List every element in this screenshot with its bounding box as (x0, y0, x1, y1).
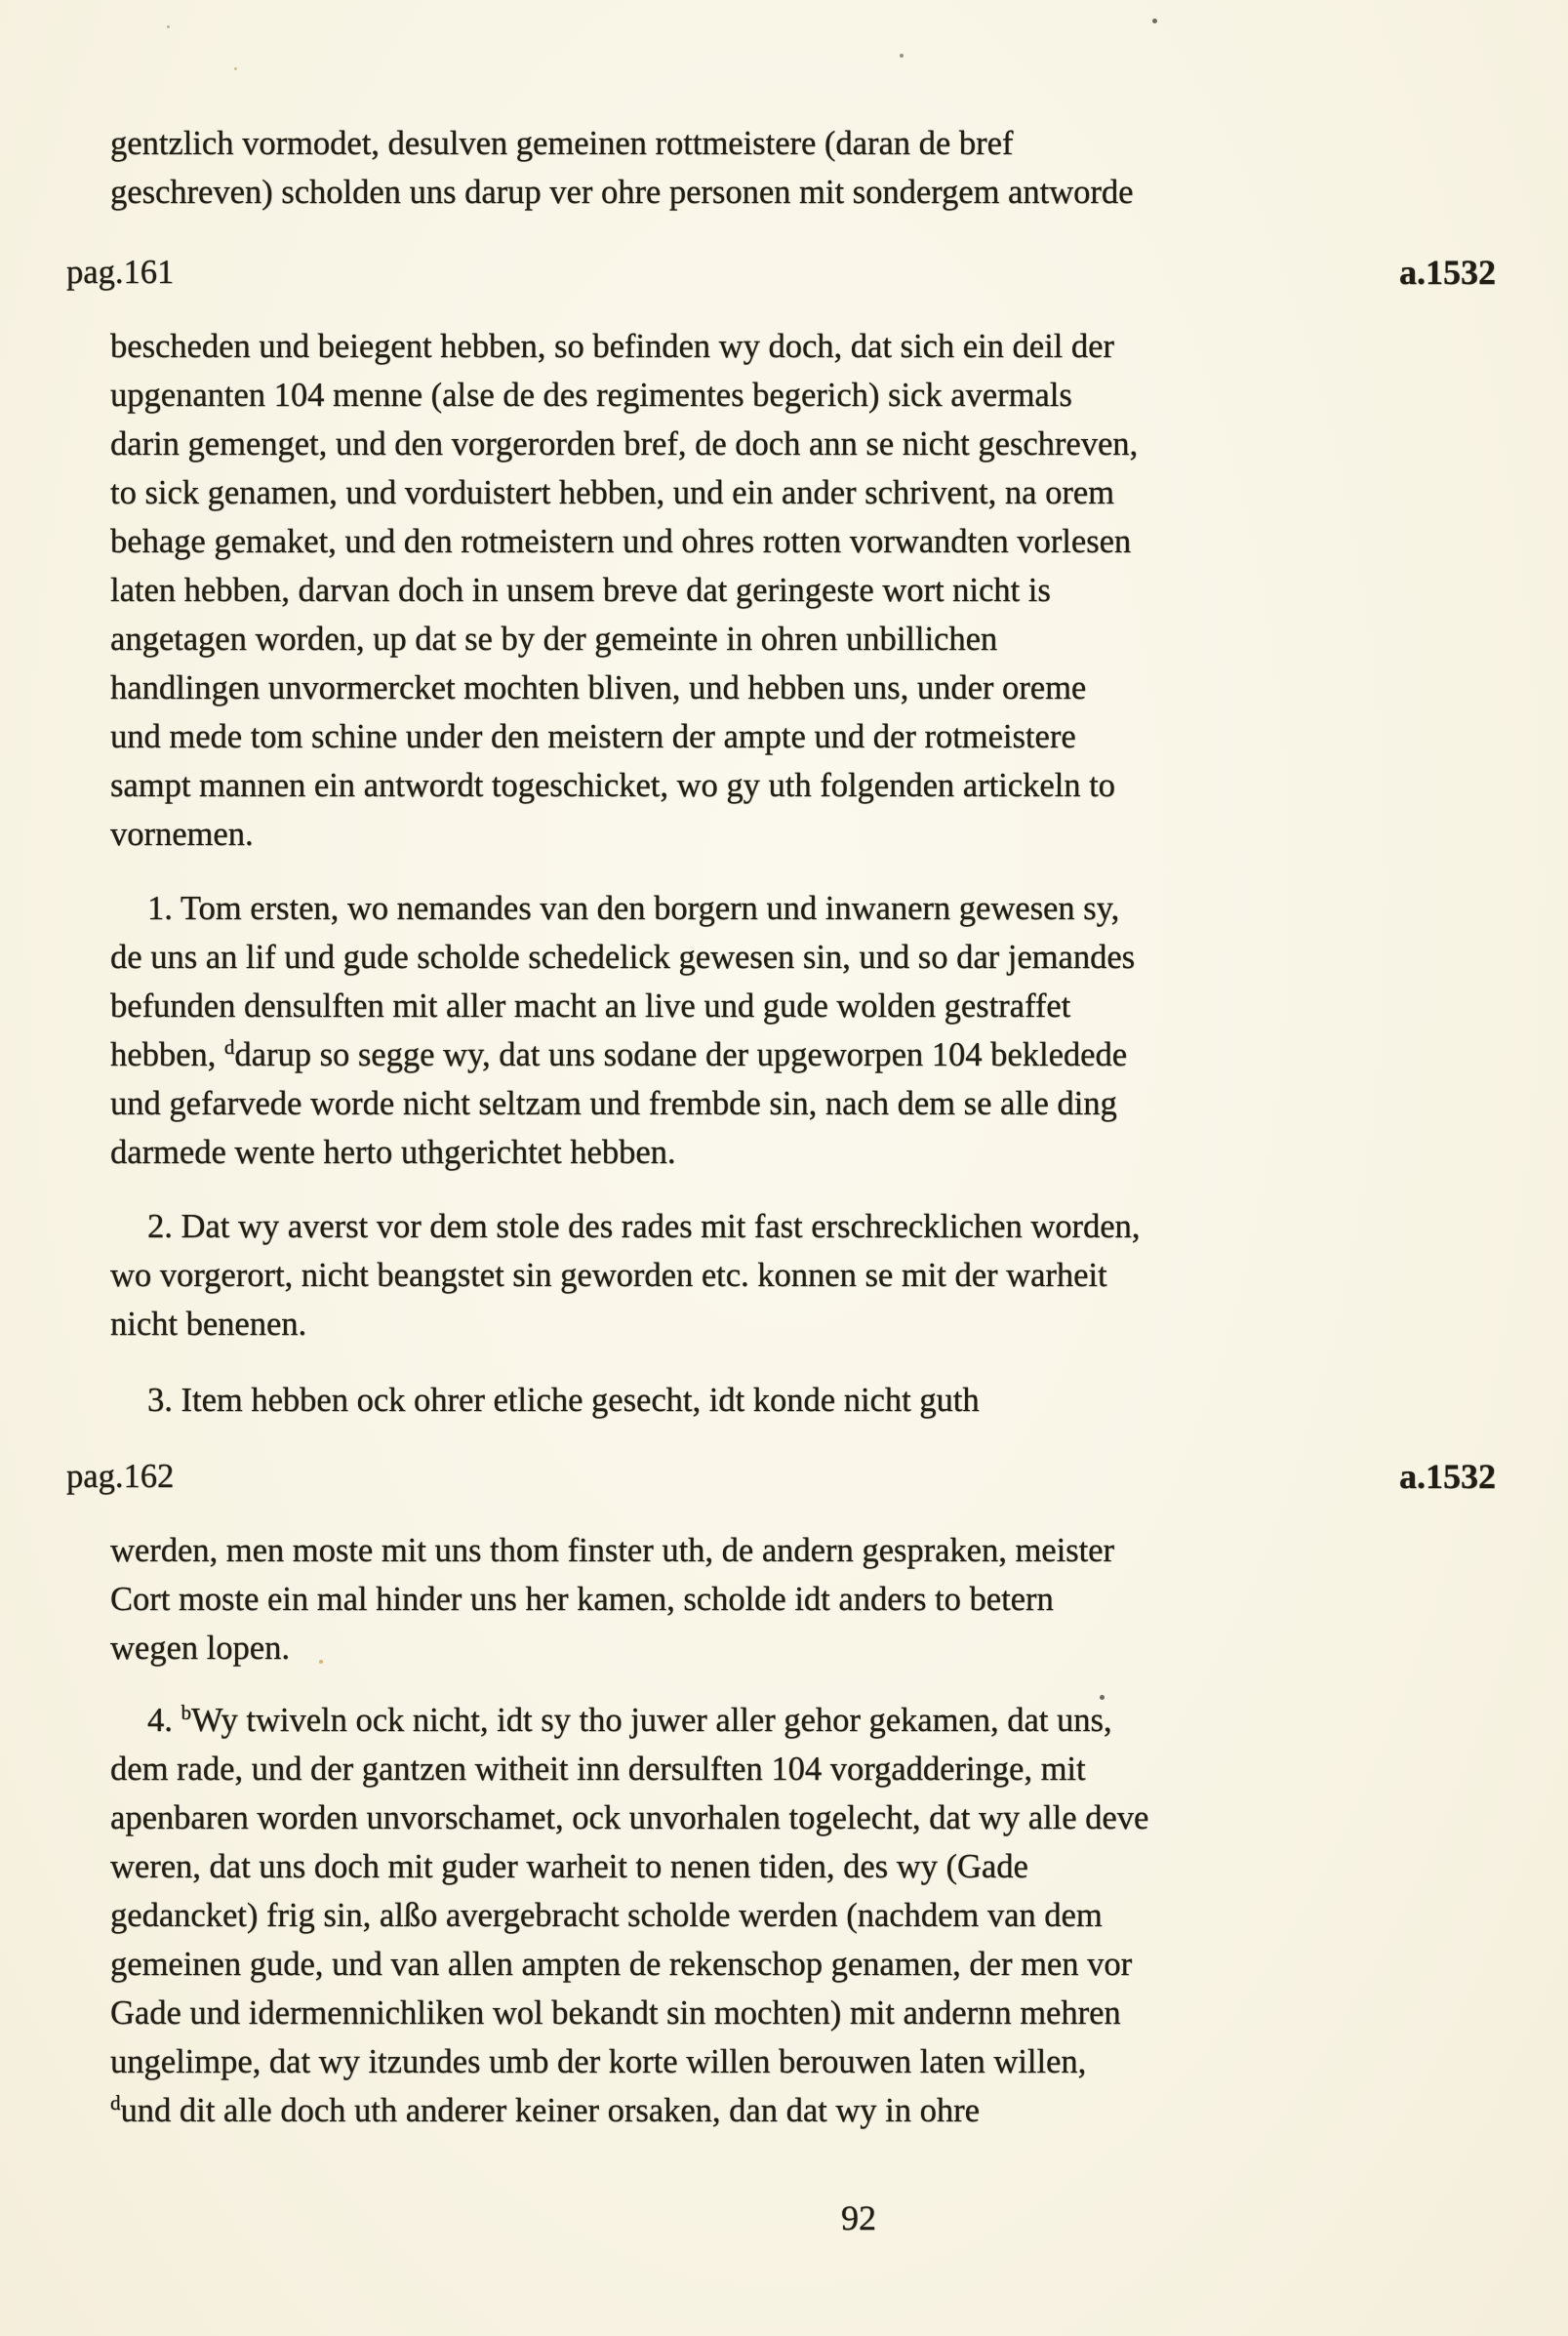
text-line: sampt mannen ein antwordt togeschicket, wo gy uth folgenden artickeln to (110, 767, 1115, 804)
text-line: vornemen. (110, 816, 254, 853)
text-line: de uns an lif und gude scholde schedelick gewesen sin, und so dar jemandes (110, 939, 1136, 976)
text-line: wo vorgerort, nicht beangstet sin geworden etc. konnen se mit der warheit (110, 1257, 1107, 1294)
text-line: gemeinen gude, und van allen ampten de rekenschop genamen, der men vor (110, 1946, 1133, 1983)
text-line: angetagen worden, up dat se by der gemeinte in ohren unbillichen (110, 621, 998, 658)
text-line: und gefarvede worde nicht seltzam und frembde sin, nach dem se alle ding (110, 1085, 1117, 1122)
text-line: ungelimpe, dat wy itzundes umb der korte willen berouwen laten willen, (110, 2043, 1087, 2080)
text-line: darmede wente herto uthgerichtet hebben. (110, 1134, 676, 1171)
scan-speck (1152, 19, 1157, 23)
text-line: geschreven) scholden uns darup ver ohre personen mit sondergem antworde (110, 174, 1134, 211)
text-line: laten hebben, darvan doch in unsem breve dat geringeste wort nicht is (110, 572, 1051, 609)
page-number: 92 (841, 2198, 876, 2237)
year-reference: a.1532 (1399, 253, 1496, 292)
text-line: 1. Tom ersten, wo nemandes van den borgern und inwanern gewesen sy, (147, 890, 1120, 927)
footnote-marker: d (223, 1035, 235, 1059)
paragraph-continuation-mid (110, 1526, 1468, 1672)
page-text-block (66, 119, 1496, 2242)
text-line (110, 2086, 1468, 2135)
text-line: weren, dat uns doch mit guder warheit to nenen tiden, des wy (Gade (110, 1848, 1028, 1885)
text-line: darin gemenget, und den vorgerorden bref, de doch ann se nicht geschreven, (110, 425, 1139, 463)
text-line: nicht benenen. (110, 1306, 307, 1343)
running-head-161 (66, 248, 1496, 297)
text-segment: und dit alle doch uth anderer keiner orsaken, dan dat wy in ohre (120, 2092, 980, 2129)
numbered-item-1 (110, 884, 1468, 1177)
text-line: upgenanten 104 menne (alse de des regimentes begerich) sick avermals (110, 377, 1072, 414)
text-line (110, 1030, 1468, 1079)
text-line: Gade und idermennichliken wol bekandt sin mochten) mit andernn mehren (110, 1994, 1121, 2032)
text-line (110, 1696, 1468, 1745)
text-segment: 4. (147, 1702, 181, 1739)
text-line: to sick genamen, und vorduistert hebben, und ein ander schrivent, na orem (110, 474, 1114, 511)
page-reference: pag.161 (66, 254, 175, 291)
text-line: werden, men moste mit uns thom finster uth, de andern gespraken, meister (110, 1532, 1114, 1569)
scan-speck (234, 67, 237, 70)
text-line: 3. Item hebben ock ohrer etliche gesecht, idt konde nicht guth (147, 1382, 980, 1419)
text-line: 2. Dat wy averst vor dem stole des rades mit fast erschrecklichen worden, (147, 1208, 1141, 1245)
text-line: befunden densulften mit aller macht an live und gude wolden gestraffet (110, 987, 1071, 1025)
numbered-item-2 (110, 1202, 1468, 1349)
scan-speck (167, 25, 170, 28)
footnote-marker: b (181, 1701, 191, 1724)
text-line: und mede tom schine under den meistern der ampte und der rotmeistere (110, 718, 1076, 755)
numbered-item-4 (110, 1696, 1468, 2135)
text-line: gentzlich vormodet, desulven gemeinen rottmeistere (daran de bref (110, 125, 1014, 162)
text-line: apenbaren worden unvorschamet, ock unvorhalen togelecht, dat wy alle deve (110, 1799, 1149, 1836)
paragraph-main (110, 322, 1468, 859)
scan-speck (900, 54, 904, 58)
text-segment: hebben, (110, 1036, 224, 1073)
text-line: dem rade, und der gantzen witheit inn dersulften 104 vorgadderinge, mit (110, 1751, 1086, 1788)
footnote-marker: d (110, 2091, 121, 2114)
text-segment: Wy twiveln ock nicht, idt sy tho juwer aller gehor gekamen, dat uns, (191, 1702, 1112, 1739)
numbered-item-3 (110, 1376, 1468, 1425)
text-line: gedancket) frig sin, alßo avergebracht scholde werden (nachdem van dem (110, 1897, 1103, 1934)
year-reference: a.1532 (1399, 1457, 1496, 1496)
text-line: handlingen unvormercket mochten bliven, und hebben uns, under oreme (110, 669, 1087, 706)
text-line: wegen lopen. (110, 1630, 290, 1667)
paragraph-continuation-top (110, 119, 1468, 217)
running-head-162 (66, 1452, 1496, 1501)
text-line: behage gemaket, und den rotmeistern und ohres rotten vorwandten vorlesen (110, 523, 1132, 560)
text-line: Cort moste ein mal hinder uns her kamen, scholde idt anders to betern (110, 1581, 1054, 1618)
page-reference: pag.162 (66, 1458, 175, 1495)
text-line: bescheden und beiegent hebben, so befinden wy doch, dat sich ein deil der (110, 328, 1114, 365)
text-segment: darup so segge wy, dat uns sodane der upgeworpen 104 bekledede (234, 1036, 1128, 1073)
